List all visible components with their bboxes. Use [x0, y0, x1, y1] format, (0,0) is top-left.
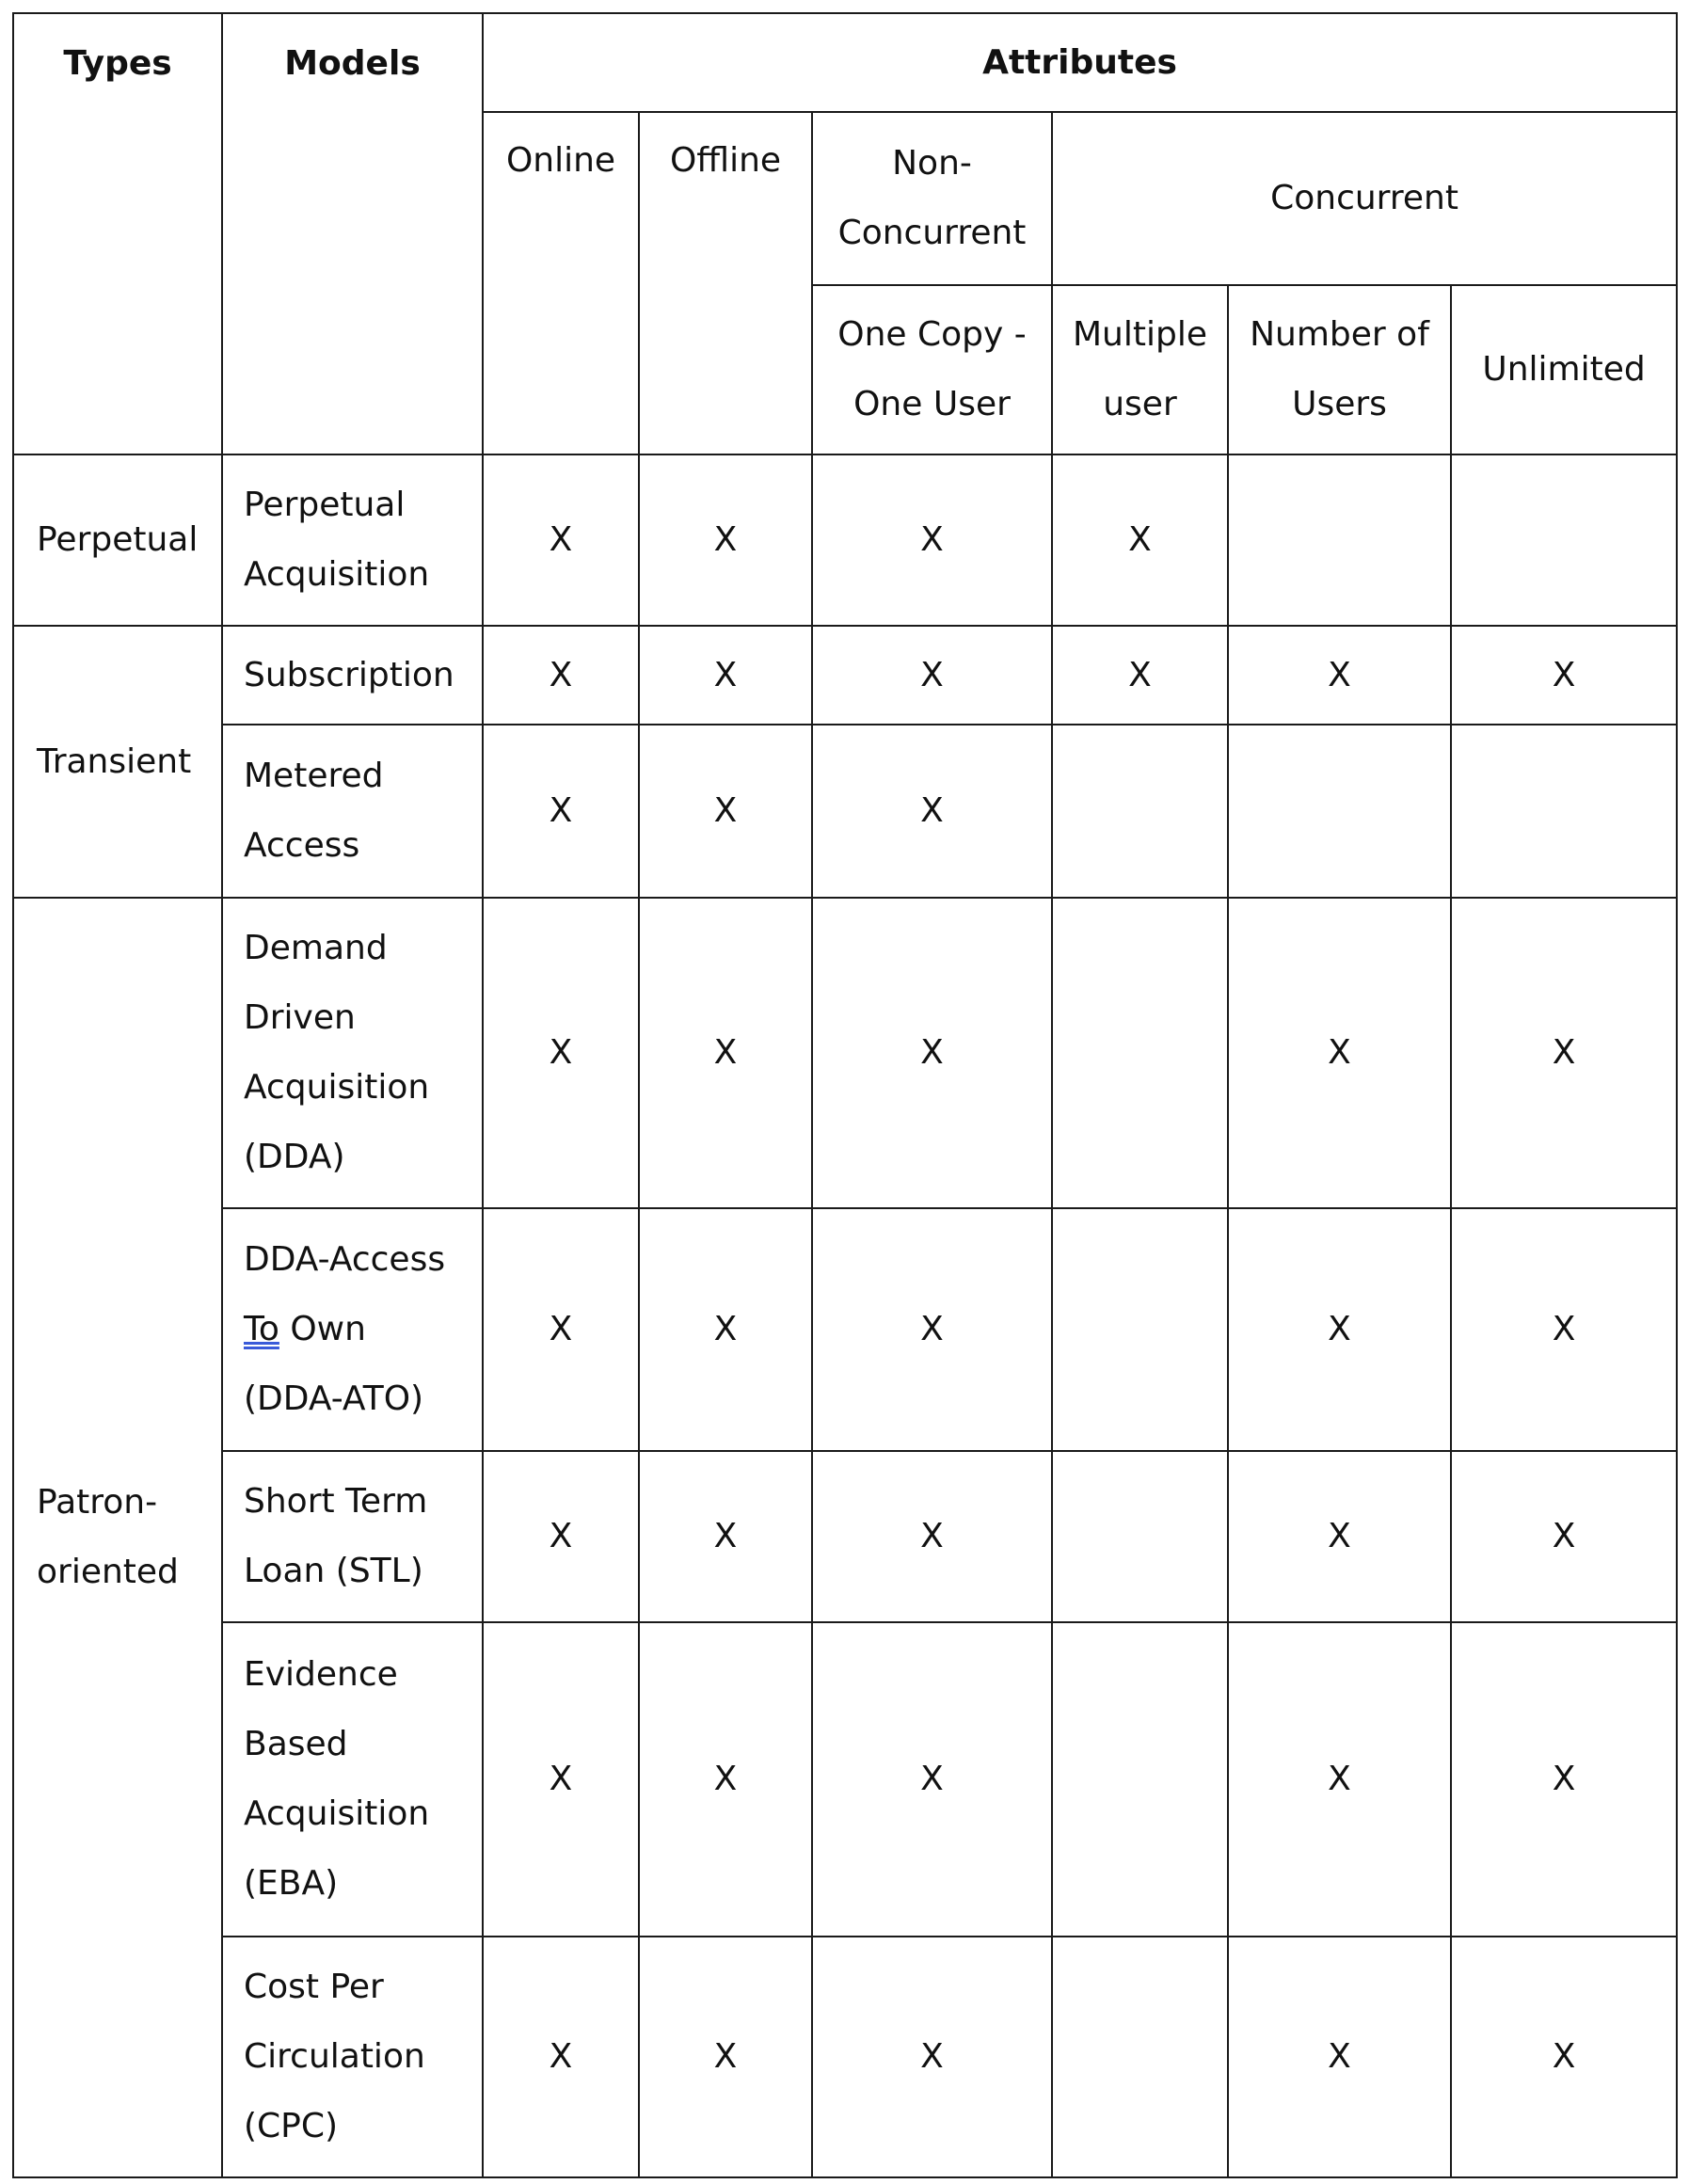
mark-number-of-users: X — [1228, 1622, 1451, 1937]
mark-offline: X — [639, 626, 812, 725]
model-cell: Cost Per Circulation (CPC) — [222, 1937, 483, 2177]
table-row — [13, 454, 1677, 626]
mark-unlimited — [1451, 725, 1677, 898]
mark-online: X — [483, 1937, 639, 2177]
mark-unlimited: X — [1451, 898, 1677, 1208]
mark-unlimited — [1451, 454, 1677, 626]
model-cell: Metered Access — [222, 725, 483, 898]
mark-unlimited: X — [1451, 1451, 1677, 1622]
mark-multiple-user — [1052, 725, 1228, 898]
table-row — [13, 898, 1677, 1208]
header-number-of-users: Number of Users — [1228, 285, 1451, 454]
mark-offline: X — [639, 454, 812, 626]
mark-online: X — [483, 1622, 639, 1937]
mark-number-of-users: X — [1228, 626, 1451, 725]
mark-unlimited: X — [1451, 1622, 1677, 1937]
model-text-prefix: DDA-Access — [244, 1240, 446, 1279]
table-row — [13, 1622, 1677, 1937]
mark-multiple-user: X — [1052, 454, 1228, 626]
mark-online: X — [483, 454, 639, 626]
mark-one-copy: X — [812, 626, 1052, 725]
mark-online: X — [483, 1208, 639, 1451]
mark-one-copy: X — [812, 1451, 1052, 1622]
mark-multiple-user — [1052, 1451, 1228, 1622]
mark-unlimited: X — [1451, 626, 1677, 725]
mark-number-of-users: X — [1228, 898, 1451, 1208]
mark-unlimited: X — [1451, 1208, 1677, 1451]
header-models: Models — [222, 13, 483, 454]
mark-online: X — [483, 725, 639, 898]
type-cell-transient: Transient — [13, 626, 222, 898]
header-offline: Offline — [639, 112, 812, 454]
mark-number-of-users: X — [1228, 1451, 1451, 1622]
model-cell: Subscription — [222, 626, 483, 725]
mark-multiple-user — [1052, 1622, 1228, 1937]
mark-number-of-users: X — [1228, 1208, 1451, 1451]
header-one-copy-one-user: One Copy - One User — [812, 285, 1052, 454]
header-types: Types — [13, 13, 222, 454]
mark-offline: X — [639, 1451, 812, 1622]
model-text-underlined: To — [244, 1310, 279, 1348]
header-unlimited: Unlimited — [1451, 285, 1677, 454]
mark-multiple-user: X — [1052, 626, 1228, 725]
model-cell: Demand Driven Acquisition (DDA) — [222, 898, 483, 1208]
licensing-models-table — [12, 12, 1678, 2178]
table-row — [13, 626, 1677, 725]
mark-offline: X — [639, 725, 812, 898]
model-cell — [222, 1208, 483, 1451]
mark-online: X — [483, 1451, 639, 1622]
model-cell: Perpetual Acquisition — [222, 454, 483, 626]
mark-number-of-users — [1228, 725, 1451, 898]
mark-multiple-user — [1052, 1208, 1228, 1451]
header-non-concurrent: Non-Concurrent — [812, 112, 1052, 285]
mark-offline: X — [639, 1622, 812, 1937]
mark-offline: X — [639, 1937, 812, 2177]
mark-number-of-users — [1228, 454, 1451, 626]
model-text-suffix: Own (DDA-ATO) — [244, 1310, 424, 1418]
mark-one-copy: X — [812, 454, 1052, 626]
table-row — [13, 725, 1677, 898]
model-cell: Evidence Based Acquisition (EBA) — [222, 1622, 483, 1937]
table-row — [13, 1208, 1677, 1451]
header-row-1 — [13, 13, 1677, 112]
model-cell: Short Term Loan (STL) — [222, 1451, 483, 1622]
mark-offline: X — [639, 1208, 812, 1451]
type-cell-patron-oriented: Patron-oriented — [13, 898, 222, 2177]
type-cell-perpetual: Perpetual — [13, 454, 222, 626]
mark-one-copy: X — [812, 1622, 1052, 1937]
table-row — [13, 1451, 1677, 1622]
mark-one-copy: X — [812, 1208, 1052, 1451]
mark-one-copy: X — [812, 1937, 1052, 2177]
mark-one-copy: X — [812, 898, 1052, 1208]
header-attributes: Attributes — [483, 13, 1677, 112]
header-multiple-user: Multiple user — [1052, 285, 1228, 454]
mark-unlimited: X — [1451, 1937, 1677, 2177]
mark-online: X — [483, 626, 639, 725]
mark-multiple-user — [1052, 898, 1228, 1208]
header-online: Online — [483, 112, 639, 454]
mark-multiple-user — [1052, 1937, 1228, 2177]
mark-one-copy: X — [812, 725, 1052, 898]
mark-number-of-users: X — [1228, 1937, 1451, 2177]
mark-online: X — [483, 898, 639, 1208]
mark-offline: X — [639, 898, 812, 1208]
header-concurrent: Concurrent — [1052, 112, 1677, 285]
table-row — [13, 1937, 1677, 2177]
